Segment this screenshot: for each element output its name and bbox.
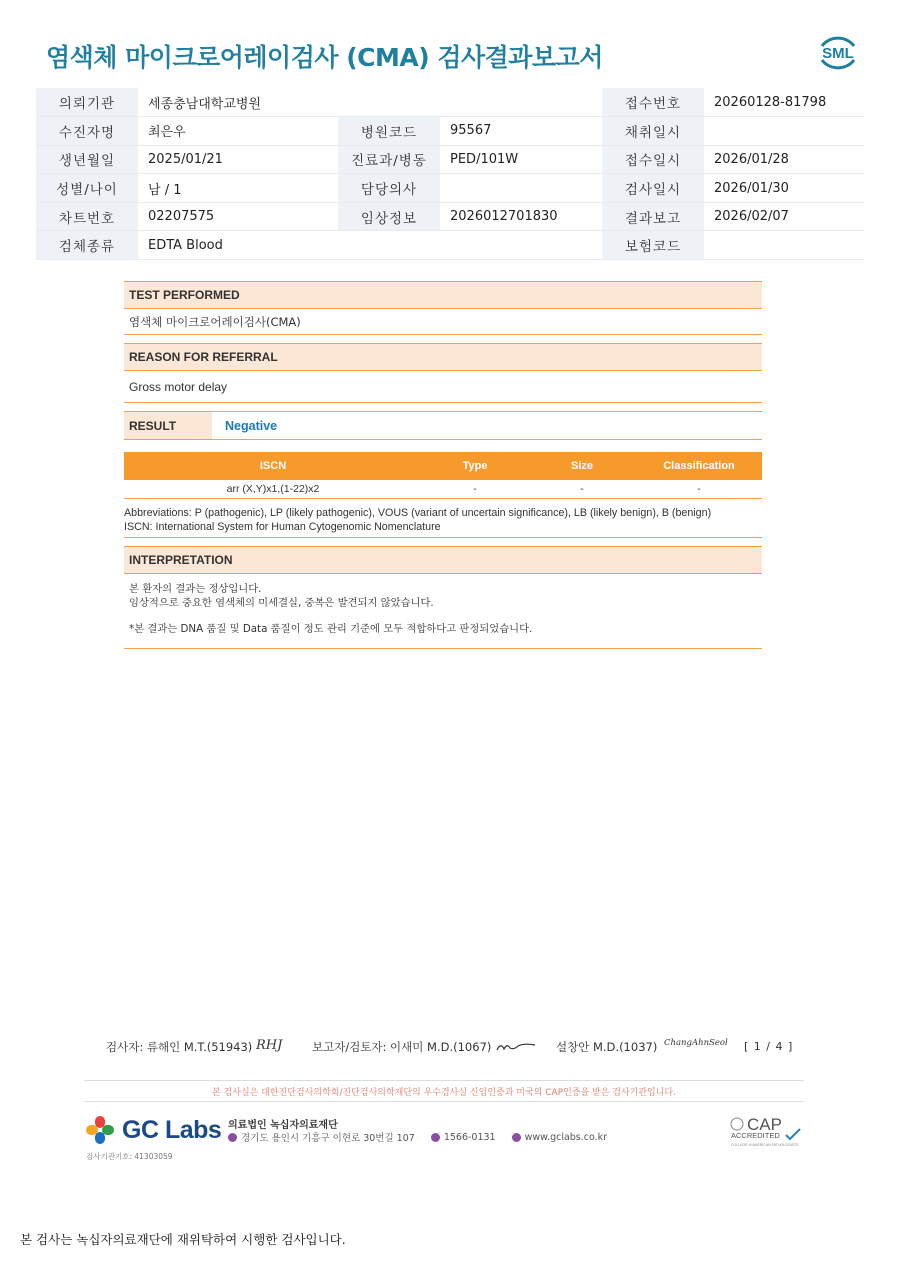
referral-text: Gross motor delay: [129, 379, 228, 394]
iscn-cell: arr (X,Y)x1,(1-22)x2: [124, 480, 422, 498]
interpretation-line1: 본 환자의 결과는 정상입니다.: [129, 583, 262, 595]
info-label: 접수일시: [602, 145, 704, 174]
footer-divider-top: [84, 1080, 804, 1081]
footer-divider-bottom: [84, 1101, 804, 1102]
website-text: www.gclabs.co.kr: [524, 1131, 608, 1143]
type-header: Type: [422, 452, 528, 480]
info-value: 최은우: [138, 117, 338, 146]
certification-note: 본 검사실은 대한진단검사의학회/진단검사의학재단의 우수검사실 신임인증과 미국의 CAP인증을 받은 검사기관입니다.: [212, 1088, 676, 1098]
info-value: 2026/02/07: [704, 202, 864, 231]
info-label: 결과보고: [602, 202, 704, 231]
info-label: 의뢰기관: [36, 88, 138, 117]
test-performed-text: 염색체 마이크로어레이검사(CMA): [129, 314, 301, 329]
referral-lab-note: 본 검사는 녹십자의료재단에 재위탁하여 시행한 검사입니다.: [20, 1232, 346, 1247]
info-label: 담당의사: [338, 174, 440, 203]
interpretation-line3: *본 결과는 DNA 품질 및 Data 품질이 정도 관리 기준에 모두 적합하다고 판정되었습니다.: [129, 623, 533, 635]
lab-code: 검사기관기호: 41303059: [86, 1152, 173, 1161]
classification-header: Classification: [636, 452, 762, 480]
gc-labs-text: GC Labs: [122, 1115, 222, 1144]
home-icon: [512, 1133, 521, 1142]
info-label: 차트번호: [36, 202, 138, 231]
info-label: 보험코드: [602, 231, 704, 260]
iscn-header: ISCN: [124, 452, 422, 480]
referral-heading: REASON FOR REFERRAL: [124, 343, 762, 371]
info-value: EDTA Blood: [138, 231, 338, 260]
info-label: 임상정보: [338, 202, 440, 231]
info-label: 접수번호: [602, 88, 704, 117]
tester-name: 검사자: 류해인 M.T.(51943): [106, 1040, 253, 1054]
info-label: [338, 231, 440, 260]
info-label: 검사일시: [602, 174, 704, 203]
gc-labs-logo: [84, 1114, 221, 1146]
info-label: 진료과/병동: [338, 145, 440, 174]
phone-icon: [431, 1133, 440, 1142]
page-number: [ 1 / 4 ]: [744, 1040, 794, 1053]
info-value: 남 / 1: [138, 174, 338, 203]
info-row: [36, 174, 864, 203]
info-value: 2026/01/30: [704, 174, 864, 203]
address-item: [228, 1130, 415, 1144]
tester-signature: RHJ: [256, 1038, 283, 1053]
info-label: 병원코드: [338, 117, 440, 146]
phone-item: [431, 1132, 496, 1143]
info-row: [36, 231, 864, 260]
interpretation-line2: 임상적으로 중요한 염색체의 미세결실, 중복은 발견되지 않았습니다.: [129, 597, 434, 609]
patient-info-table: [36, 88, 864, 260]
interpretation-heading: INTERPRETATION: [124, 546, 762, 574]
location-icon: [228, 1133, 237, 1142]
info-value: [440, 174, 602, 203]
result-value: Negative: [225, 418, 278, 433]
doctor-signature: ChangAhnSeol: [664, 1038, 728, 1048]
info-label: 검체종류: [36, 231, 138, 260]
address-text: 경기도 용인시 기흥구 이현로 30번길 107: [241, 1133, 415, 1144]
info-value: [704, 117, 864, 146]
classification-cell: -: [636, 480, 762, 498]
svg-text:COLLEGE of AMERICAN PATHOLOGIS: COLLEGE of AMERICAN PATHOLOGISTS: [731, 1143, 799, 1147]
info-value: 95567: [440, 117, 602, 146]
info-value: 20260128-81798: [704, 88, 864, 117]
info-label: 채취일시: [602, 117, 704, 146]
reporter-name: 보고자/검토자: 이새미 M.D.(1067): [312, 1040, 492, 1054]
info-value: 2025/01/21: [138, 145, 338, 174]
sml-logo: [814, 30, 862, 74]
size-header: Size: [528, 452, 636, 480]
abbreviations-line2: ISCN: International System for Human Cytogenomic Nomenclature: [124, 521, 441, 533]
table-row: [124, 480, 762, 498]
info-value: 세종충남대학교병원: [138, 88, 338, 117]
info-value: 2026/01/28: [704, 145, 864, 174]
foundation-name: 의료법인 녹십자의료재단: [228, 1120, 338, 1131]
info-row: [36, 202, 864, 231]
result-row: [124, 411, 762, 440]
phone-text: 1566-0131: [443, 1131, 496, 1143]
info-value: [440, 231, 602, 260]
info-row: [36, 88, 864, 117]
info-label: 성별/나이: [36, 174, 138, 203]
abbreviations-line1: Abbreviations: P (pathogenic), LP (likely pathogenic), VOUS (variant of uncertain significance), LB (likely benign), B (benign): [124, 507, 712, 519]
info-row: [36, 145, 864, 174]
info-value: PED/101W: [440, 145, 602, 174]
reporter-signature: [496, 1040, 536, 1054]
cap-accredited-logo: [728, 1111, 808, 1151]
doctor-name: 설창안 M.D.(1037): [556, 1040, 658, 1054]
info-value: 2026012701830: [440, 202, 602, 231]
info-label: [338, 88, 440, 117]
abbreviations: [124, 506, 762, 534]
test-performed-heading: TEST PERFORMED: [124, 281, 762, 309]
test-performed-section: [124, 281, 762, 335]
report-title: 염색체 마이크로어레이검사 (CMA) 검사결과보고서: [46, 43, 603, 72]
info-value: 02207575: [138, 202, 338, 231]
svg-text:CAP: CAP: [747, 1115, 782, 1134]
website-item: [512, 1132, 607, 1143]
interpretation-section: [124, 546, 762, 649]
svg-text:SML: SML: [822, 45, 854, 62]
result-label: RESULT: [124, 412, 212, 439]
iscn-table: [124, 452, 762, 499]
contact-info: [228, 1130, 607, 1144]
svg-text:ACCREDITED: ACCREDITED: [731, 1131, 780, 1140]
gc-cross-icon: [84, 1114, 116, 1146]
info-value: [704, 231, 864, 260]
size-cell: -: [528, 480, 636, 498]
info-value: [440, 88, 602, 117]
type-cell: -: [422, 480, 528, 498]
referral-section: [124, 343, 762, 403]
info-label: 생년월일: [36, 145, 138, 174]
info-row: [36, 117, 864, 146]
info-label: 수진자명: [36, 117, 138, 146]
